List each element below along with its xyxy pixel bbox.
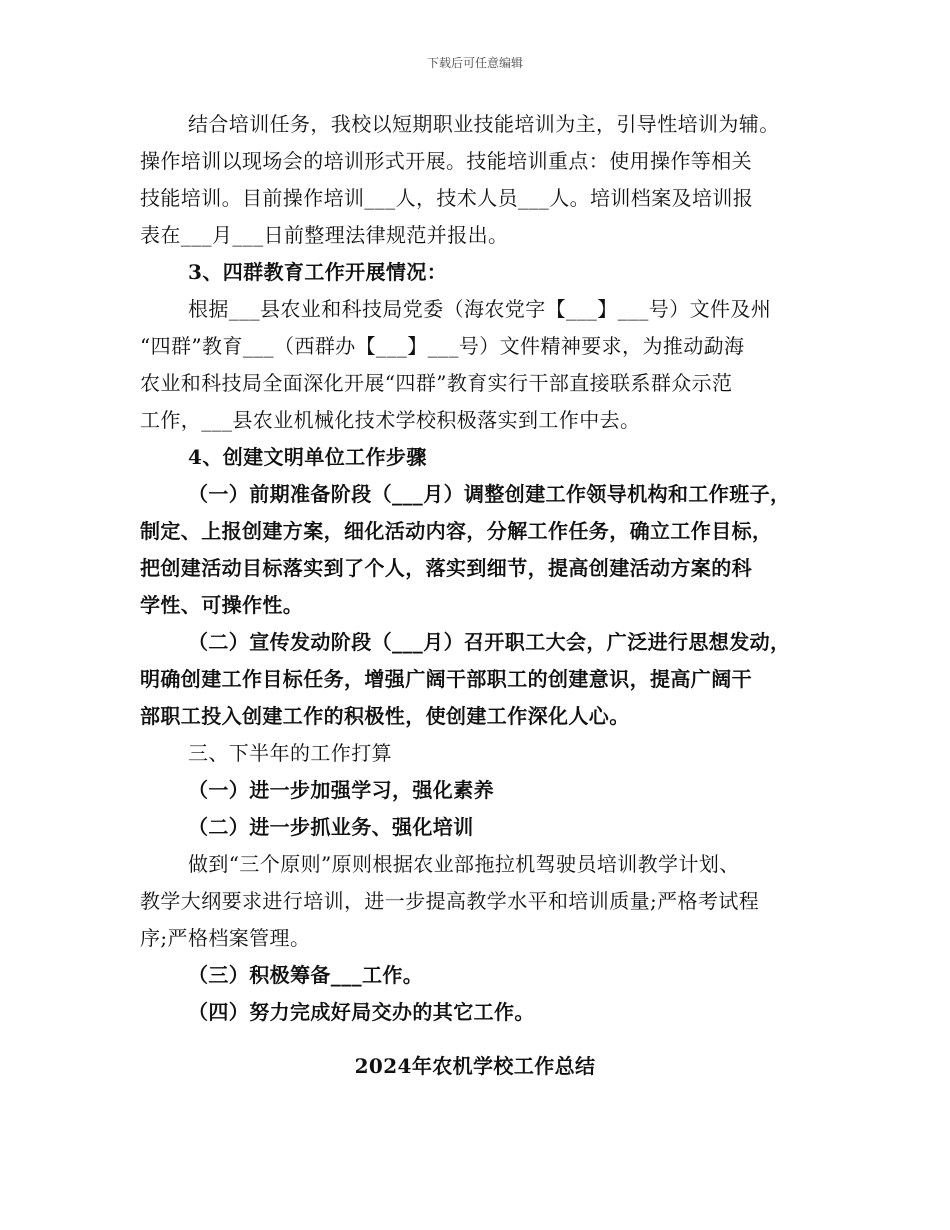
document-body [140, 106, 830, 1031]
paragraph-line: 做到“三个原则”原则根据农业部拖拉机驾驶员培训教学计划、 [188, 852, 740, 876]
sub-heading: （四）努力完成好局交办的其它工作。 [188, 1000, 535, 1024]
section-heading: 3、四群教育工作开展情况： [188, 260, 448, 284]
paragraph-line: （一）前期准备阶段（___月）调整创建工作领导机构和工作班子， [188, 482, 791, 506]
paragraph-line: 把创建活动目标落实到了个人，落实到细节，提高创建活动方案的科 [140, 556, 752, 580]
paragraph-line: 操作培训以现场会的培训形式开展。技能培训重点：使用操作等相关 [140, 149, 752, 173]
sub-heading: （二）进一步抓业务、强化培训 [188, 815, 474, 839]
document-title: 2024年农机学校工作总结 [354, 1054, 596, 1078]
sub-heading: （三）积极筹备___工作。 [188, 963, 424, 987]
paragraph-line: 农业和科技局全面深化开展“四群”教育实行干部直接联系群众示范 [140, 371, 733, 395]
section-heading: 4、创建文明单位工作步骤 [188, 445, 427, 469]
paragraph-line: 制定、上报创建方案，细化活动内容，分解工作任务，确立工作目标， [140, 519, 773, 543]
paragraph-line: 根据___县农业和科技局党委（海农党字【___】___号）文件及州 [188, 297, 772, 321]
paragraph-line: （二）宣传发动阶段（___月）召开职工大会，广泛进行思想发动， [188, 630, 791, 654]
sub-heading: （一）进一步加强学习，强化素养 [188, 778, 494, 802]
paragraph-line: 部职工投入创建工作的积极性，使创建工作深化人心。 [140, 704, 630, 728]
paragraph-line: “四群”教育___（西群办【___】___号）文件精神要求，为推动勐海 [140, 334, 745, 358]
section-heading: 三、下半年的工作打算 [188, 741, 392, 765]
paragraph-line: 教学大纲要求进行培训，进一步提高教学水平和培训质量;严格考试程 [140, 889, 760, 913]
page-header: 下载后可任意编辑 [426, 56, 523, 70]
paragraph-line: 技能培训。目前操作培训___人，技术人员___人。培训档案及培训报 [140, 186, 754, 210]
paragraph-line: 学性、可操作性。 [140, 593, 304, 617]
paragraph-line: 明确创建工作目标任务，增强广阔干部职工的创建意识，提高广阔干 [140, 667, 752, 691]
paragraph-line: 表在___月___日前整理法律规范并报出。 [140, 223, 509, 247]
paragraph-line: 结合培训任务，我校以短期职业技能培训为主，引导性培训为辅。 [188, 112, 780, 136]
paragraph-line: 序;严格档案管理。 [140, 926, 311, 950]
paragraph-line: 工作，___县农业机械化技术学校积极落实到工作中去。 [140, 408, 641, 432]
